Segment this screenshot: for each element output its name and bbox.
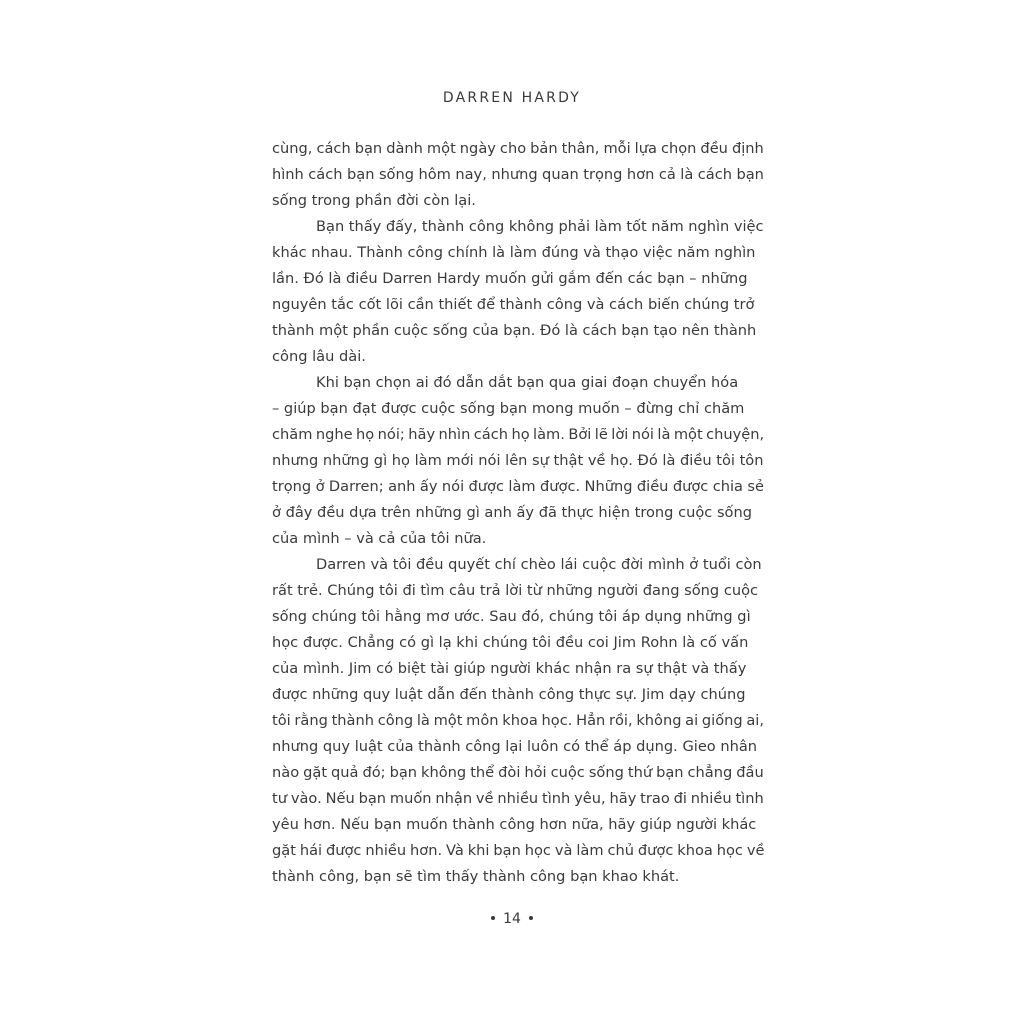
text-line: lần. Đó là điều Darren Hardy muốn gửi gắm đến các bạn – những [272, 270, 748, 287]
paragraph-first-line: Darren và tôi đều quyết chí chèo lái cuộc đời mình ở tuổi còn [316, 556, 762, 573]
running-header-title: DARREN HARDY [442, 90, 582, 106]
text-line: của mình – và cả của tôi nữa. [272, 530, 487, 547]
page-folio [0, 911, 1024, 927]
text-line: được những quy luật dẫn đến thành công thực sự. Jim dạy chúng [272, 686, 746, 703]
text-line: chăm nghe họ nói; hãy nhìn cách họ làm. Bởi lẽ lời nói là một chuyện, [272, 426, 765, 443]
text-line: nào gặt quả đó; bạn không thể đòi hỏi cuộc sống thứ bạn chẳng đầu [272, 764, 764, 781]
text-line: nguyên tắc cốt lõi cần thiết để thành công và cách biến chúng trở [272, 296, 755, 313]
bullet-right-icon [529, 916, 533, 920]
text-line: – giúp bạn đạt được cuộc sống bạn mong muốn – đừng chỉ chăm [272, 400, 745, 417]
text-line: nhưng quy luật của thành công lại luôn có thể áp dụng. Gieo nhân [272, 738, 758, 755]
text-line: rất trẻ. Chúng tôi đi tìm câu trả lời từ những người đang sống cuộc [272, 582, 759, 599]
text-line: sống chúng tôi hằng mơ ước. Sau đó, chúng tôi áp dụng những gì [272, 608, 751, 625]
text-line: học được. Chẳng có gì lạ khi chúng tôi đều coi Jim Rohn là cố vấn [272, 634, 749, 651]
text-line: hình cách bạn sống hôm nay, nhưng quan trọng hơn cả là cách bạn [272, 166, 764, 183]
body-text [272, 136, 764, 890]
text-line: yêu hơn. Nếu bạn muốn thành công hơn nữa, hãy giúp người khác [272, 816, 757, 833]
text-line: thành một phần cuộc sống của bạn. Đó là cách bạn tạo nên thành [272, 322, 757, 339]
text-line: công lâu dài. [272, 348, 366, 365]
bullet-left-icon [491, 916, 495, 920]
text-line: ở đây đều dựa trên những gì anh ấy đã thực hiện trong cuộc sống [272, 504, 752, 521]
text-line: tôi rằng thành công là một môn khoa học. Hẳn rồi, không ai giống ai, [272, 712, 764, 729]
paragraph-first-line: Khi bạn chọn ai đó dẫn dắt bạn qua giai đoạn chuyển hóa [316, 374, 739, 391]
text-line: tư vào. Nếu bạn muốn nhận về nhiều tình yêu, hãy trao đi nhiều tình [272, 790, 764, 807]
text-line: khác nhau. Thành công chính là làm đúng và thạo việc năm nghìn [272, 244, 756, 261]
text-line: thành công, bạn sẽ tìm thấy thành công bạn khao khát. [272, 868, 680, 885]
page-number: 14 [503, 911, 521, 927]
paragraph-first-line: Bạn thấy đấy, thành công không phải làm tốt năm nghìn việc [316, 218, 764, 235]
text-line: cùng, cách bạn dành một ngày cho bản thân, mỗi lựa chọn đều định [272, 140, 764, 157]
text-line: nhưng những gì họ làm mới nói lên sự thật về họ. Đó là điều tôi tôn [272, 452, 764, 469]
text-line: gặt hái được nhiều hơn. Và khi bạn học và làm chủ được khoa học về [272, 842, 765, 859]
text-line: của mình. Jim có biệt tài giúp người khác nhận ra sự thật và thấy [272, 660, 747, 677]
text-line: sống trong phần đời còn lại. [272, 192, 476, 209]
text-line: trọng ở Darren; anh ấy nói được làm được. Những điều được chia sẻ [272, 478, 764, 495]
